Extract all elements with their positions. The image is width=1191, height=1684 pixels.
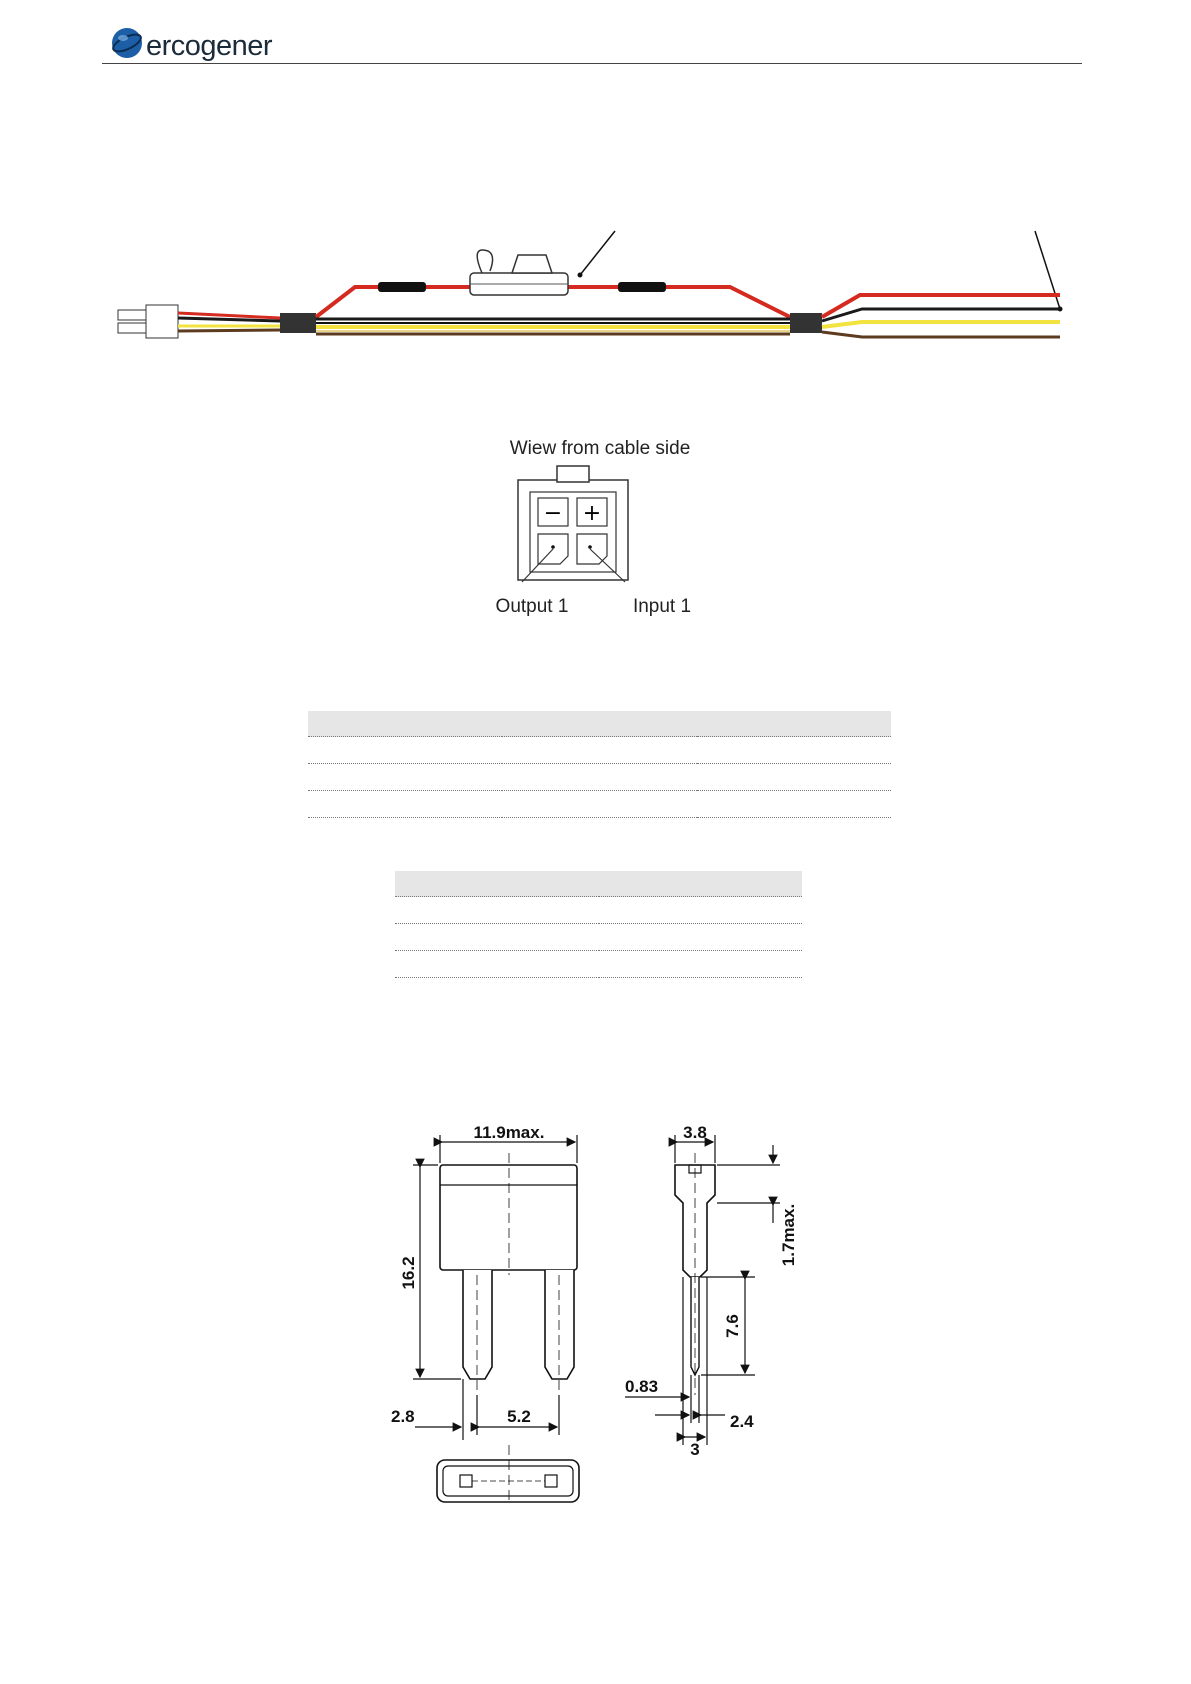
- brand-name: ercogener: [146, 30, 273, 62]
- table-header-cell: [697, 711, 891, 737]
- molex-plug: [118, 305, 178, 338]
- table-header-cell: [502, 711, 696, 737]
- table-cell: [502, 791, 696, 818]
- table-cell: [599, 924, 803, 951]
- table-header-cell: [599, 871, 803, 897]
- table-cell: [395, 951, 599, 978]
- wiring-table: [308, 711, 891, 818]
- dim-base: 3: [690, 1440, 700, 1459]
- minus-symbol: −: [543, 501, 563, 526]
- table-cell: [599, 897, 803, 924]
- table-cell: [697, 764, 891, 791]
- pin-input-1: [577, 534, 607, 564]
- header-rule: [102, 63, 1082, 64]
- dim-height: 16.2: [399, 1256, 418, 1290]
- dim-blade-width: 2.8: [391, 1407, 415, 1426]
- wire-leader-line: [1035, 231, 1060, 309]
- table-row: [308, 764, 891, 791]
- table-cell: [697, 791, 891, 818]
- crimp-right: [618, 282, 666, 292]
- dim-blade-pitch: 5.2: [507, 1407, 531, 1426]
- table-row: [395, 951, 802, 978]
- wires-left: [178, 313, 280, 331]
- table-cell: [599, 951, 803, 978]
- table-cell: [308, 791, 502, 818]
- table-cell: [308, 764, 502, 791]
- connector-diagram: [480, 432, 720, 632]
- fuse-table: [395, 871, 802, 978]
- table-header-row: [395, 871, 802, 897]
- output-1-label: Output 1: [495, 596, 569, 617]
- globe-icon: [111, 28, 143, 58]
- table-row: [395, 897, 802, 924]
- dim-width: 11.9max.: [473, 1123, 545, 1142]
- dim-thickness: 3.8: [683, 1123, 707, 1142]
- input-1-label: Input 1: [632, 596, 692, 617]
- fuse-holder: [470, 250, 568, 295]
- table-cell: [697, 737, 891, 764]
- dim-blade-offset: 2.4: [730, 1412, 754, 1431]
- connector-latch: [557, 466, 589, 482]
- dim-blade-thickness: 0.83: [625, 1377, 659, 1396]
- mini-fuse-drawing: [385, 1105, 825, 1505]
- table-header-row: [308, 711, 891, 737]
- table-cell: [308, 737, 502, 764]
- table-cell: [395, 897, 599, 924]
- crimp-left: [378, 282, 426, 292]
- table-row: [308, 791, 891, 818]
- connector-title: Wiew from cable side: [509, 438, 691, 459]
- table-row: [308, 737, 891, 764]
- table-header-cell: [395, 871, 599, 897]
- right-sleeve: [790, 313, 822, 333]
- table-cell: [395, 924, 599, 951]
- table-cell: [502, 764, 696, 791]
- fuse-leader-line: [580, 231, 615, 275]
- table-row: [395, 924, 802, 951]
- dim-blade-length: 7.6: [723, 1314, 742, 1338]
- cable-harness-illustration: [110, 225, 1090, 365]
- table-cell: [502, 737, 696, 764]
- wires-right: [822, 295, 1060, 337]
- dim-head: 1.7max.: [779, 1203, 798, 1267]
- plus-symbol: +: [582, 501, 602, 526]
- left-sleeve: [280, 313, 316, 333]
- table-header-cell: [308, 711, 502, 737]
